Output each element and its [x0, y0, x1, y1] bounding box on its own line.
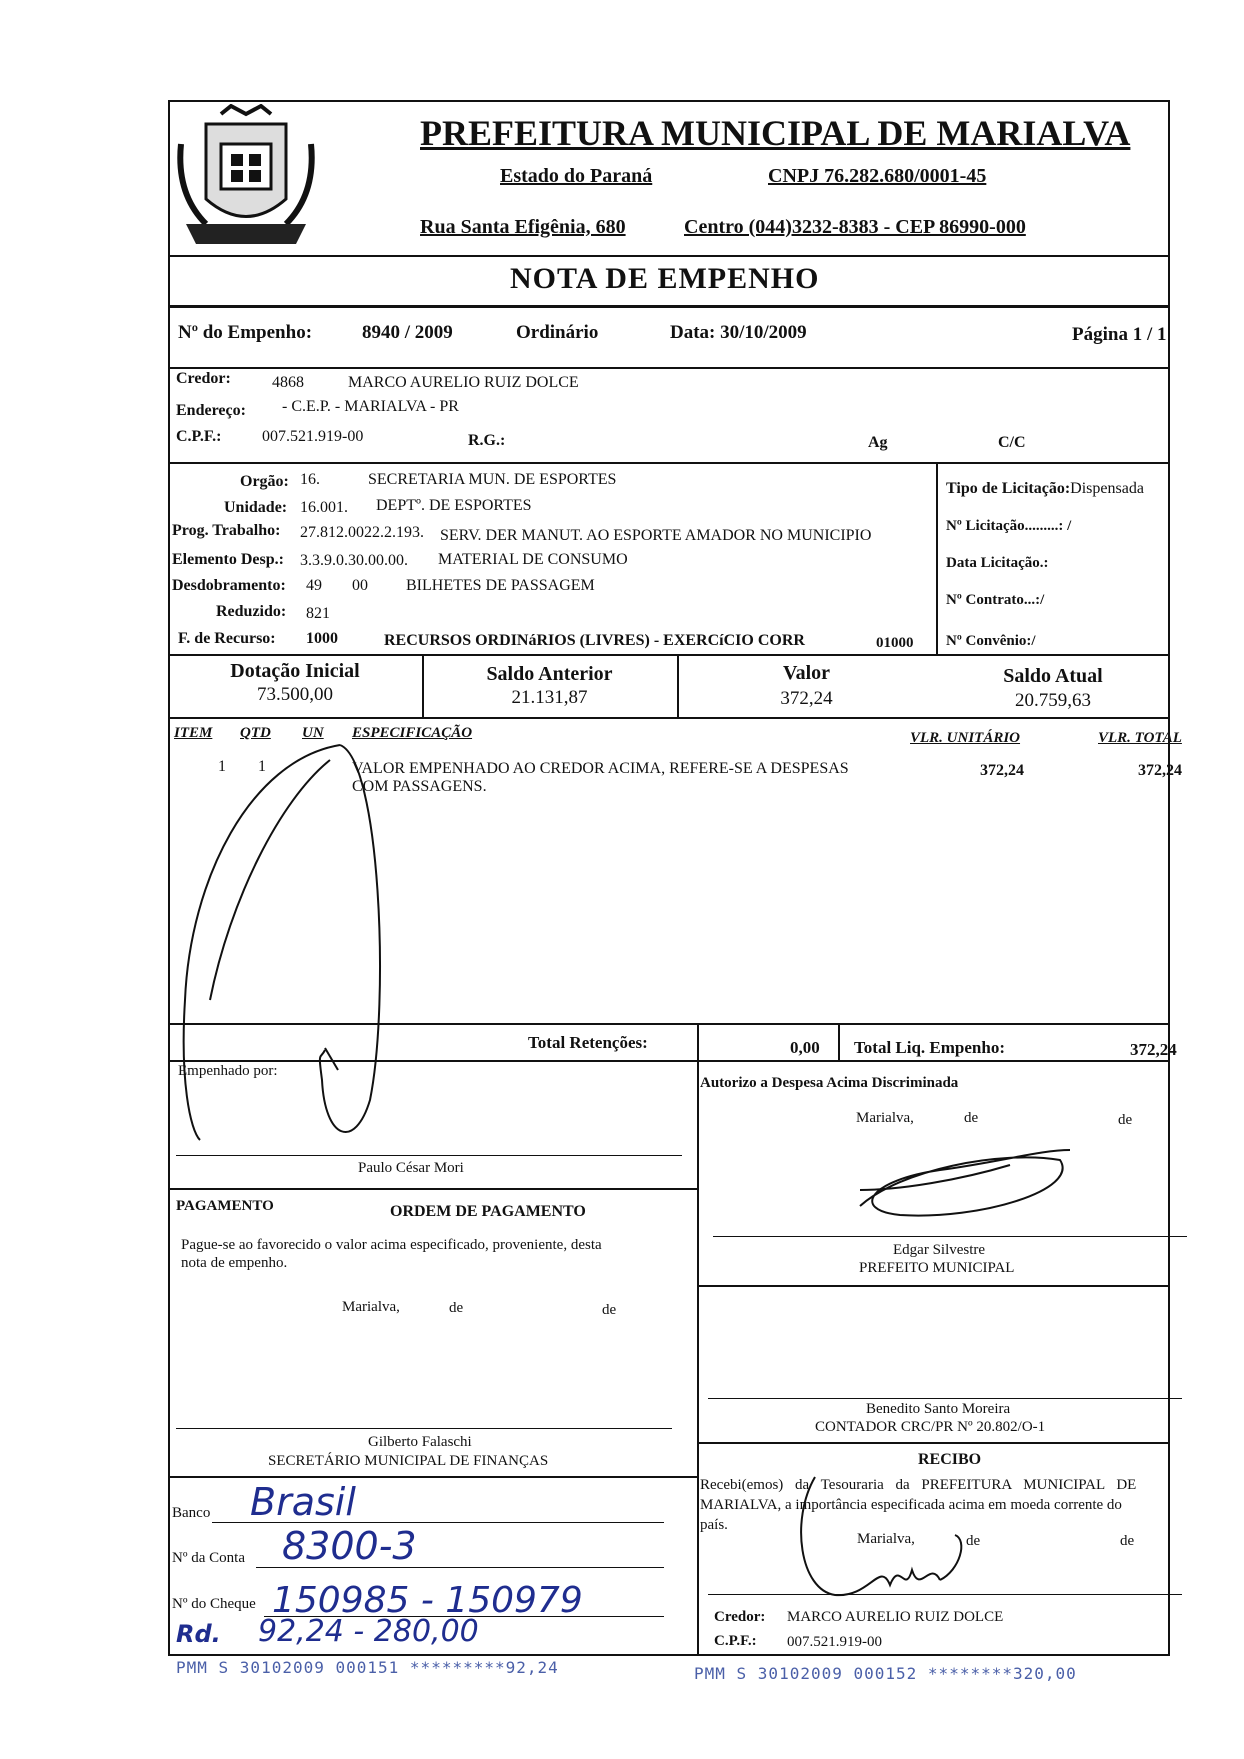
dotacao-label: Dotação Inicial — [230, 660, 360, 682]
divider — [697, 1285, 1170, 1287]
saldo-anterior-label: Saldo Anterior — [486, 663, 613, 685]
pagamento-text-line2: nota de empenho. — [181, 1255, 288, 1271]
prefeito-role: PREFEITO MUNICIPAL — [859, 1260, 1015, 1276]
total-retencoes-label: Total Retenções: — [528, 1033, 648, 1052]
recibo-cpf-label: C.P.F.: — [714, 1633, 757, 1649]
autorizo-de1: de — [964, 1110, 979, 1126]
fonte-recurso-label: F. de Recurso: — [178, 630, 276, 647]
total-liquido-label: Total Liq. Empenho: — [854, 1038, 1005, 1057]
unidade-code: 16.001. — [300, 499, 348, 516]
conta-handwritten: 8300-3 — [282, 1524, 417, 1568]
cnpj-label: CNPJ 76.282.680/0001-45 — [768, 165, 987, 187]
col-item-header: ITEM — [174, 725, 213, 741]
ag-label: Ag — [868, 434, 888, 451]
desdobramento-code1: 49 — [306, 577, 322, 594]
orgao-code: 16. — [300, 471, 320, 488]
credor-name: MARCO AURELIO RUIZ DOLCE — [348, 374, 579, 391]
dotacao-value: 73.500,00 — [257, 684, 333, 705]
divider — [838, 1023, 840, 1061]
item-unit-value: 372,24 — [980, 762, 1024, 779]
elemento-code: 3.3.9.0.30.00.00. — [300, 552, 408, 569]
elemento-label: Elemento Desp.: — [172, 551, 284, 568]
empenho-number: 8940 / 2009 — [362, 322, 453, 343]
pagamento-text-line1: Pague-se ao favorecido o valor acima especificado, proveniente, desta — [181, 1237, 602, 1253]
orgao-label: Orgão: — [240, 473, 289, 490]
item-desc-line2: COM PASSAGENS. — [352, 778, 487, 795]
valor-value: 372,24 — [780, 688, 833, 709]
saldo-atual-value: 20.759,63 — [1015, 690, 1091, 711]
reduzido-value: 821 — [306, 605, 330, 622]
empenho-date: Data: 30/10/2009 — [670, 322, 807, 343]
orgao-value: SECRETARIA MUN. DE ESPORTES — [368, 471, 617, 488]
saldo-anterior-value: 21.131,87 — [511, 687, 588, 708]
fonte-recurso-desc: RECURSOS ORDINáRIOS (LIVRES) - EXERCíCIO CORR — [384, 632, 805, 649]
recibo-place: Marialva, — [857, 1531, 915, 1547]
fonte-recurso-code: 1000 — [306, 630, 338, 647]
credor-label: Credor: — [176, 370, 231, 387]
pagamento-de1: de — [449, 1300, 464, 1316]
banco-label: Banco — [172, 1505, 211, 1521]
empenho-type: Ordinário — [516, 322, 599, 343]
divider — [168, 1476, 697, 1478]
total-retencoes-value: 0,00 — [790, 1038, 820, 1057]
numero-convenio: Nº Convênio:/ — [946, 633, 1036, 649]
numero-contrato: Nº Contrato...:/ — [946, 592, 1045, 608]
institution-title: PREFEITURA MUNICIPAL DE MARIALVA — [420, 113, 1131, 153]
item-total-value: 372,24 — [1138, 762, 1182, 779]
divider — [936, 462, 938, 656]
tipo-licitacao — [946, 480, 1144, 498]
autorizo-place: Marialva, — [856, 1110, 914, 1126]
contador-name: Benedito Santo Moreira — [866, 1401, 1011, 1417]
saldo-atual-label: Saldo Atual — [1003, 665, 1103, 687]
divider — [168, 1060, 1170, 1062]
ordem-pagamento-label: ORDEM DE PAGAMENTO — [390, 1203, 586, 1220]
address-value: - C.E.P. - MARIALVA - PR — [282, 398, 459, 415]
col-total-header: VLR. TOTAL — [1098, 730, 1182, 746]
data-licitacao: Data Licitação.: — [946, 555, 1049, 571]
divider — [168, 305, 1170, 308]
total-liquido-value: 372,24 — [1130, 1040, 1177, 1059]
empenhado-por-label: Empenhado por: — [178, 1063, 278, 1079]
page-indicator: Página 1 / 1 — [1072, 324, 1167, 345]
unidade-value: DEPTº. DE ESPORTES — [376, 497, 532, 514]
recibo-text-line2: MARIALVA, a importância especificada acima em moeda corrente do — [700, 1497, 1122, 1513]
divider — [697, 1023, 699, 1061]
recibo-title: RECIBO — [918, 1451, 982, 1468]
coat-of-arms-logo — [176, 104, 316, 256]
col-un-header: UN — [302, 725, 324, 741]
state-label: Estado do Paraná — [500, 165, 653, 187]
signature-line — [708, 1594, 1182, 1595]
prog-label: Prog. Trabalho: — [172, 522, 281, 539]
signature-line — [708, 1398, 1182, 1399]
pagamento-place: Marialva, — [342, 1299, 400, 1315]
empenhado-por-name: Paulo César Mori — [358, 1160, 464, 1176]
cheque-values-handwritten: 92,24 - 280,00 — [258, 1614, 479, 1649]
item-number: 1 — [218, 758, 226, 775]
pagamento-de2: de — [602, 1302, 617, 1318]
recibo-credor-label: Credor: — [714, 1609, 766, 1625]
reduzido-label: Reduzido: — [216, 603, 287, 620]
autorizo-label: Autorizo a Despesa Acima Discriminada — [700, 1075, 959, 1091]
col-qtd-header: QTD — [240, 725, 271, 741]
address-label: Endereço: — [176, 402, 246, 419]
desdobramento-label: Desdobramento: — [172, 577, 286, 594]
divider — [168, 1023, 1170, 1025]
recibo-de1: de — [966, 1533, 981, 1549]
divider — [168, 654, 1170, 656]
item-desc-line1: VALOR EMPENHADO AO CREDOR ACIMA, REFERE-SE A DESPESAS — [352, 760, 849, 777]
tipo-licitacao-label: Tipo de Licitação: — [946, 480, 1071, 497]
divider — [168, 255, 1170, 257]
elemento-value: MATERIAL DE CONSUMO — [438, 551, 628, 568]
rg-label: R.G.: — [468, 432, 506, 449]
divider — [168, 717, 1170, 719]
cc-label: C/C — [998, 434, 1026, 451]
numero-licitacao: Nº Licitação.........: / — [946, 518, 1072, 534]
fonte-recurso-number: 01000 — [876, 635, 914, 651]
document-title: NOTA DE EMPENHO — [510, 262, 820, 295]
bank-stamp-left: PMM S 30102009 000151 *********92,24 — [176, 1658, 559, 1677]
valor-label: Valor — [782, 662, 831, 684]
cpf-value: 007.521.919-00 — [262, 428, 364, 445]
signature-line — [176, 1428, 672, 1429]
prog-code: 27.812.0022.2.193. — [300, 524, 424, 541]
recibo-text-line3: país. — [700, 1517, 728, 1533]
recibo-de2: de — [1120, 1533, 1135, 1549]
cheque-label: Nº do Cheque — [172, 1596, 256, 1612]
secretario-name: Gilberto Falaschi — [368, 1434, 472, 1450]
pagamento-label: PAGAMENTO — [176, 1198, 274, 1214]
signature-line — [713, 1236, 1187, 1237]
recibo-text-line1: Recebi(emos) da Tesouraria da PREFEITURA MUNICIPAL DE — [700, 1477, 1137, 1493]
divider — [697, 1442, 1170, 1444]
item-qtd: 1 — [258, 758, 266, 775]
prog-value: SERV. DER MANUT. AO ESPORTE AMADOR NO MUNICIPIO — [440, 527, 872, 544]
autorizo-de2: de — [1118, 1112, 1133, 1128]
cheque-handwritten: 150985 - 150979 — [272, 1580, 583, 1621]
street-label: Rua Santa Efigênia, 680 — [420, 216, 626, 238]
col-especificacao-header: ESPECIFICAÇÃO — [352, 725, 473, 741]
secretario-role: SECRETÁRIO MUNICIPAL DE FINANÇAS — [268, 1453, 549, 1469]
cpf-label: C.P.F.: — [176, 428, 222, 445]
credor-code: 4868 — [272, 374, 304, 391]
contador-role: CONTADOR CRC/PR Nº 20.802/O-1 — [815, 1419, 1046, 1435]
signature-line — [176, 1155, 682, 1156]
col-unitario-header: VLR. UNITÁRIO — [910, 730, 1021, 746]
tipo-licitacao-value: Dispensada — [1070, 480, 1144, 497]
divider — [168, 1188, 697, 1190]
divider — [168, 367, 1170, 369]
contact-label: Centro (044)3232-8383 - CEP 86990-000 — [684, 216, 1026, 238]
conta-label: Nº da Conta — [172, 1550, 245, 1566]
desdobramento-code2: 00 — [352, 577, 368, 594]
empenho-number-label: Nº do Empenho: — [178, 322, 313, 343]
recibo-cpf-value: 007.521.919-00 — [787, 1634, 882, 1650]
prefeito-name: Edgar Silvestre — [893, 1242, 986, 1258]
unidade-label: Unidade: — [224, 499, 288, 516]
recibo-credor-name: MARCO AURELIO RUIZ DOLCE — [787, 1609, 1004, 1625]
desdobramento-value: BILHETES DE PASSAGEM — [406, 577, 595, 594]
rd-handwritten-label: Rd. — [176, 1620, 221, 1648]
divider — [697, 1060, 699, 1656]
divider — [168, 462, 1170, 464]
banco-handwritten: Brasil — [250, 1480, 356, 1524]
bank-stamp-right: PMM S 30102009 000152 ********320,00 — [694, 1664, 1077, 1683]
